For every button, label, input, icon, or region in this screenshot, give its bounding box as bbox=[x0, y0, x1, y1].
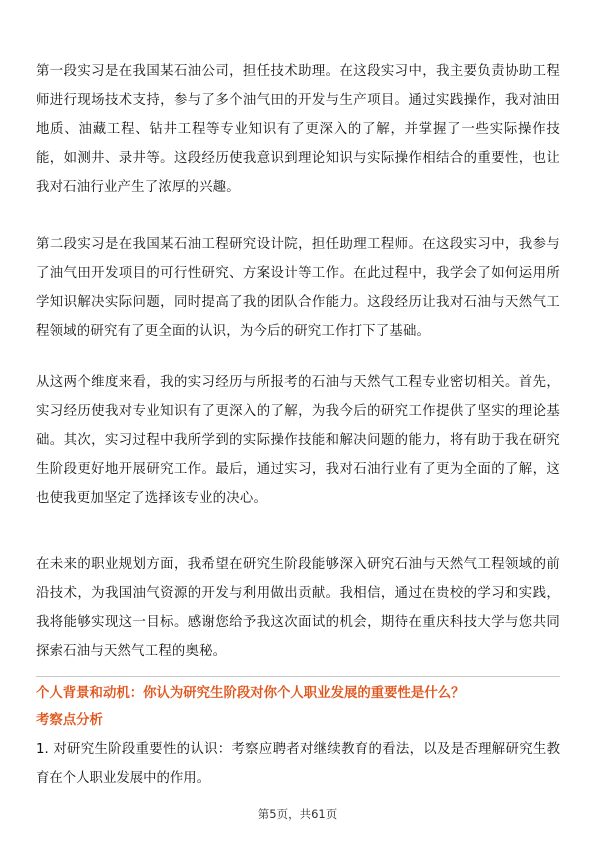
paragraph-internship-2: 第二段实习是在我国某石油工程研究设计院，担任助理工程师。在这段实习中，我参与了油气田开发项目的可行性研究、方案设计等工作。在此过程中，我学会了如何运用所学知识解决实际问题，同时提高了我的团队合作能力。这段经历让我对石油与天然气工程领域的研究有了更全面的认识，为今后的研究工作打下了基础。 bbox=[36, 237, 560, 339]
question-heading: 个人背景和动机：你认为研究生阶段对你个人职业发展的重要性是什么？ bbox=[36, 686, 465, 701]
analysis-section-title: 考察点分析 bbox=[36, 713, 103, 728]
paragraph-relevance: 从这两个维度来看，我的实习经历与所报考的石油与天然气工程专业密切相关。首先，实习经历使我对专业知识有了更深入的了解，为我今后的研究工作提供了坚实的理论基础。其次，实习过程中我所学到的实际操作技能和解决问题的能力，将有助于我在研究生阶段更好地开展研究工作。最后，通过实习，我对石油行业有了更为全面的了解，这也使我更加坚定了选择该专业的决心。 bbox=[36, 375, 560, 506]
section-divider bbox=[36, 676, 560, 677]
analysis-item: 1. 对研究生阶段重要性的认识：考察应聘者对继续教育的看法，以及是否理解研究生教育在个人职业发展中的作用。 bbox=[36, 742, 560, 786]
page-footer: 第5页，共61页 bbox=[257, 807, 338, 821]
paragraph-internship-1: 第一段实习是在我国某石油公司，担任技术助理。在这段实习中，我主要负责协助工程师进行现场技术支持，参与了多个油气田的开发与生产项目。通过实践操作，我对油田地质、油藏工程、钻井工程等专业知识有了更深入的了解，并掌握了一些实际操作技能，如测井、录井等。这段经历使我意识到理论知识与实际操作相结合的重要性，也让我对石油行业产生了浓厚的兴趣。 bbox=[36, 64, 560, 195]
paragraph-career-plan: 在未来的职业规划方面，我希望在研究生阶段能够深入研究石油与天然气工程领域的前沿技术，为我国油气资源的开发与利用做出贡献。我相信，通过在贵校的学习和实践，我将能够实现这一目标。感谢您给予我这次面试的机会，期待在重庆科技大学与您共同探索石油与天然气工程的奥秘。 bbox=[36, 557, 560, 659]
